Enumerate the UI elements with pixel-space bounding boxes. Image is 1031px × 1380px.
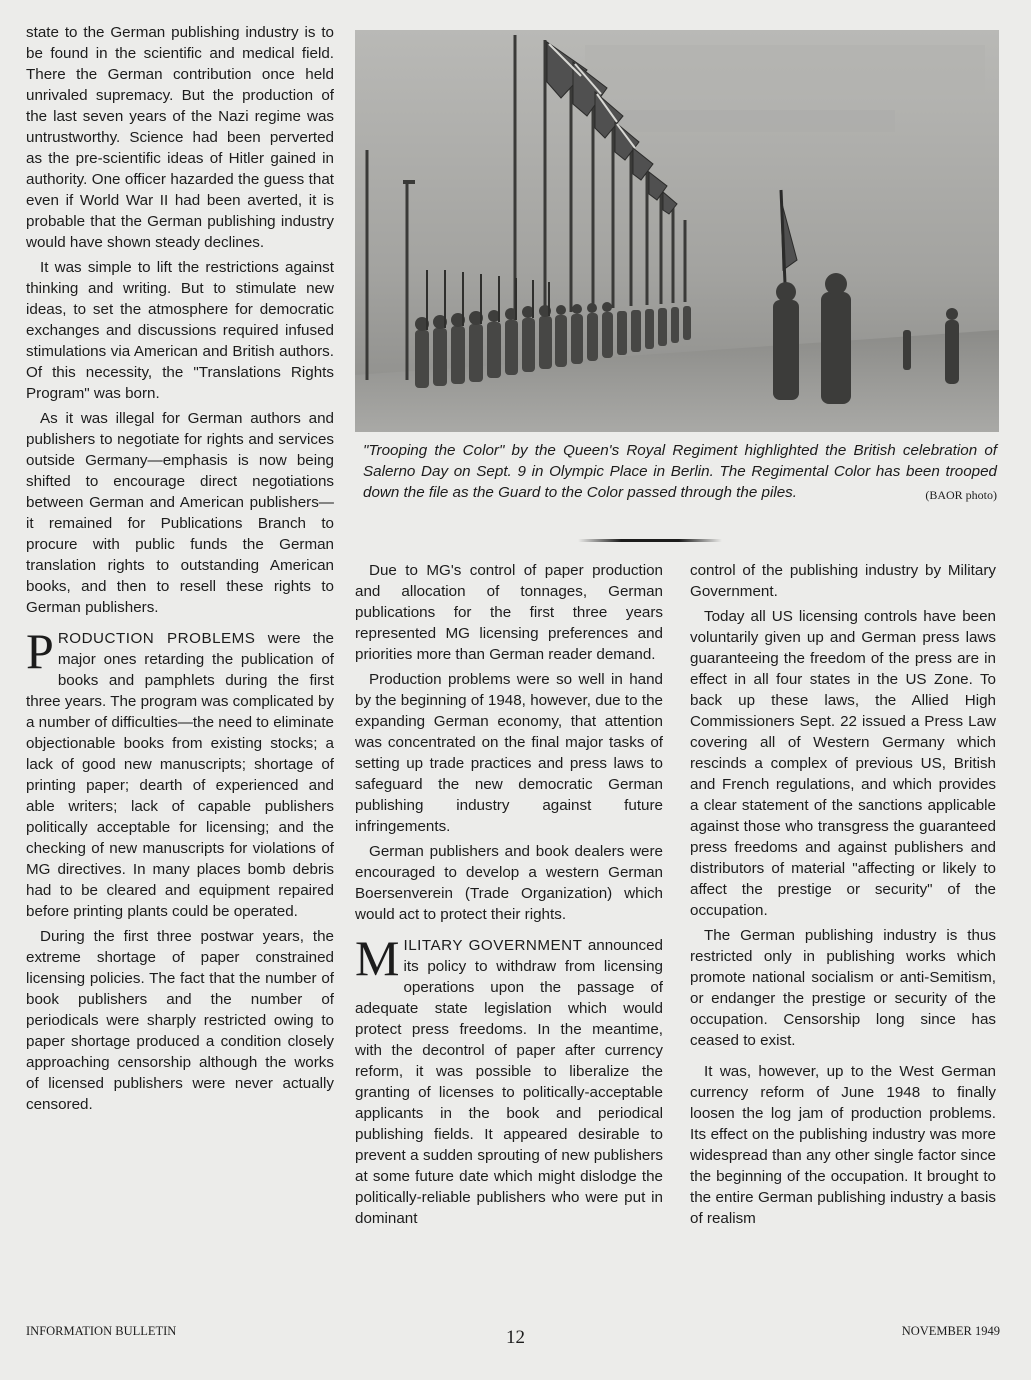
section-paragraph (26, 623, 334, 922)
section-divider (578, 539, 722, 542)
section-text: announced its policy to withdraw from licensing operations upon the passage of adequate state legislation which would protect press freedoms. In the meantime, with the decontrol of paper after currency reform, it was possible to liberalize the granting of licenses to politically-acceptable applicants in the book and periodical publishing fields. It appeared desirable to prevent a sudden sprouting of new publishers at some future date which might dislodge the politically-reliable publishers who were put in dominant (355, 937, 663, 1227)
section-text: were the major ones retarding the publication of books and pamphlets during the first three years. The program was complicated by a number of difficulties—the need to eliminate objectionable books from existing stocks; a lack of good new manuscripts; shortage of printing paper; dearth of experienced and able writers; lack of capable publishers politically acceptable for licensing; and the checking of new manuscripts for violations of MG directives. In many places bomb debris had to be cleared and equipment repaired before printing plants could be operated. (26, 630, 334, 920)
paragraph: German publishers and book dealers were encouraged to develop a western German Boersenverein (Trade Organization) which would act to protect their rights. (355, 843, 663, 923)
paragraph: During the first three postwar years, the extreme shortage of paper constrained licensing policies. The fact that the number of book publishers and the number of periodicals were sharply restricted owing to paper shortage produced a condition closely approaching censorship although the works of licensed publishers were never actually censored. (26, 928, 334, 1113)
paragraph: As it was illegal for German authors and publishers to negotiate for rights and services outside Germany—emphasis is now being shifted to encourage direct negotiations between German and American publishers—it remained for Publications Branch to procure with public funds the German translation rights to outstanding American books, and then to resell these rights to German publishers. (26, 410, 334, 616)
caption-text: "Trooping the Color" by the Queen's Royal Regiment highlighted the British celebration of Salerno Day on Sept. 9 in Olympic Place in Berlin. The Regimental Color has been trooped down the file as the Guard to the Color passed through the piles. (363, 442, 997, 501)
article-column-1 (26, 22, 334, 1115)
article-column-2 (355, 560, 663, 1229)
page-number: 12 (506, 1327, 525, 1348)
paragraph: Today all US licensing controls have been voluntarily given up and German press laws guaranteeing the freedom of the press are in effect in all four states in the US Zone. To back up these laws, the Allied High Commissioners Sept. 22 issued a Press Law covering all of Western Germany which rescinds a complex of previous US, British and French regulations, and which provides a clear statement of the sanctions applicable against those who transgress the guaranteed press freedoms and against publishers and distributors of material "affecting or likely to affect the prestige or security" of the occupation. (690, 608, 996, 919)
issue-date: NOVEMBER 1949 (901, 1324, 1000, 1338)
section-lead: ILITARY GOVERNMENT (403, 937, 583, 954)
photo-credit: (BAOR photo) (925, 488, 997, 502)
photo-caption (363, 440, 997, 506)
publication-name: INFORMATION BULLETIN (26, 1324, 177, 1338)
paragraph: It was simple to lift the restrictions against thinking and writing. But to stimulate new ideas, to set the atmosphere for democratic exchanges and discussions required infused stimulations via American and British authors. Of this necessity, the "Translations Rights Program" was born. (26, 259, 334, 402)
paragraph: control of the publishing industry by Military Government. (690, 562, 996, 600)
paragraph: Due to MG's control of paper production and allocation of tonnages, German publications for the first three years represented MG licensing preferences and priorities more than German reader demand. (355, 562, 663, 663)
parade-photo (355, 30, 999, 432)
parade-photo-illustration (355, 30, 999, 432)
section-paragraph (355, 930, 663, 1229)
drop-cap: M (355, 930, 400, 986)
drop-cap: P (26, 623, 54, 679)
paragraph: state to the German publishing industry is to be found in the scientific and medical field. There the German contribution once held unrivaled supremacy. But the production of the last seven years of the Nazi regime was untrustworthy. Science had been perverted as the pre-scientific ideas of Hitler gained in authority. One officer hazarded the guess that even if World War II had been averted, it is probable that the German publishing industry would have shown steady declines. (26, 24, 334, 251)
paragraph: The German publishing industry is thus restricted only in publishing works which promote national socialism or anti-Semitism, or endanger the prestige or security of the occupation. Censorship long since has ceased to exist. (690, 927, 996, 1049)
section-lead: RODUCTION PROBLEMS (57, 630, 256, 647)
paragraph: Production problems were so well in hand by the beginning of 1948, however, due to the expanding German economy, that attention was concentrated on the final major tasks of setting up trade practices and press laws to safeguard the new democratic German publishing industry against future infringements. (355, 671, 663, 835)
article-column-3 (690, 560, 996, 1229)
paragraph: It was, however, up to the West German currency reform of June 1948 to finally loosen the log jam of production problems. Its effect on the publishing industry was more widespread than any other single factor since the beginning of the occupation. It brought to the entire German publishing industry a basis of realism (690, 1063, 996, 1227)
